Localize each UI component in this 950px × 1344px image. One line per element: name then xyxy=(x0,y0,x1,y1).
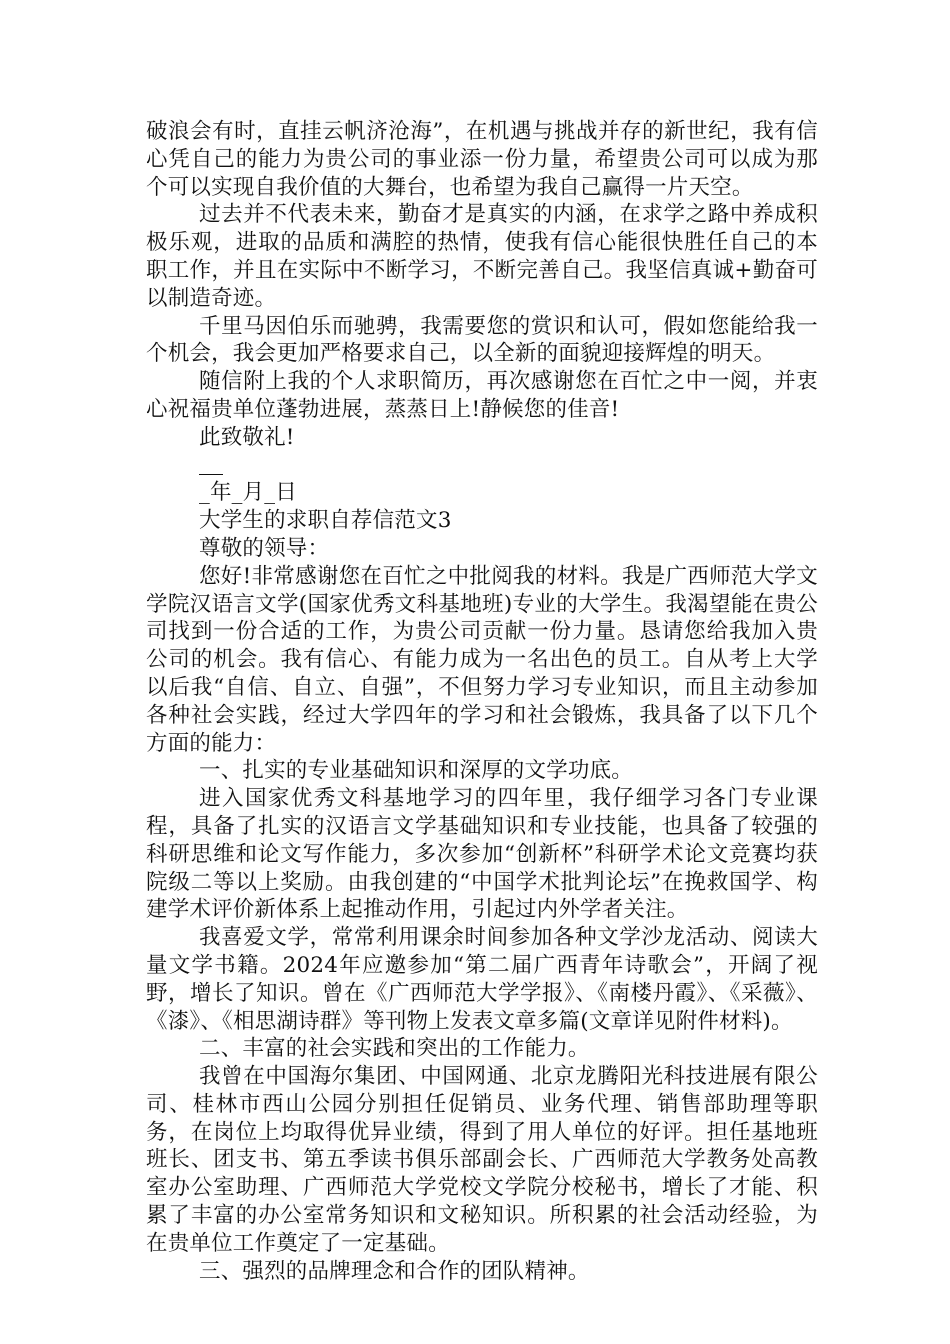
greeting: 尊敬的领导： xyxy=(199,535,330,561)
paragraph-literature: 我喜爱文学，常常利用课余时间参加各种文学沙龙活动、阅读大量文学书籍。2024年应邀参加“第二届广西青年诗歌会”，开阔了视野，增长了知识。曾在《广西师范大学学报》、《南楼丹霞》、《采薇》、《漆》、《相思湖诗群》等刊物上发表文章多篇(文章详见附件材料)。 xyxy=(146,925,818,1034)
paragraph-practice: 我曾在中国海尔集团、中国网通、北京龙腾阳光科技进展有限公司、桂林市西山公园分别担任促销员、业务代理、销售部助理等职务，在岗位上均取得优异业绩，得到了用人单位的好评。担任基地班班长、团支书、第五季读书俱乐部副会长、广西师范大学教务处高教室办公室助理、广西师范大学党校文学院分校秘书，增长了才能、积累了丰富的办公室常务知识和文秘知识。所积累的社会活动经验，为在贵单位工作奠定了一定基础。 xyxy=(146,1064,818,1256)
signature-underline xyxy=(199,474,223,475)
signature-blank xyxy=(146,452,818,480)
paragraph-resume-attached: 随信附上我的个人求职简历，再次感谢您在百忙之中一阅，并衷心祝福贵单位蓬勃进展，蒸蒸日上!静候您的佳音! xyxy=(146,369,818,422)
paragraph-introduction: 您好!非常感谢您在百忙之中批阅我的材料。我是广西师范大学文学院汉语言文学(国家优秀文科基地班)专业的大学生。我渴望能在贵公司找到一份合适的工作，为贵公司贡献一份力量。恳请您给我加入贵公司的机会。我有信心、有能力成为一名出色的员工。自从考上大学以后我“自信、自立、自强”，不但努力学习专业知识，而且主动参加各种社会实践，经过大学四年的学习和社会锻炼，我具备了以下几个方面的能力： xyxy=(146,563,818,756)
paragraph-opportunity: 千里马因伯乐而驰骋，我需要您的赏识和认可，假如您能给我一个机会，我会更加严格要求自己，以全新的面貌迎接辉煌的明天。 xyxy=(146,313,818,367)
document-page xyxy=(146,118,818,1285)
paragraph-diligence: 过去并不代表未来，勤奋才是真实的内涵，在求学之路中养成积极乐观，进取的品质和满腔的热情，使我有信心能很快胜任自己的本职工作，并且在实际中不断学习，不断完善自己。我坚信真诚+勤奋可以制造奇迹。 xyxy=(146,202,818,311)
heading-ability-3: 三、强烈的品牌理念和合作的团队精神。 xyxy=(199,1258,590,1284)
date-line: _年_月_日 xyxy=(199,480,297,506)
salutation-closing: 此致敬礼! xyxy=(199,424,295,450)
paragraph-closing-metaphor: 破浪会有时，直挂云帆济沧海”，在机遇与挑战并存的新世纪，我有信心凭自己的能力为贵公司的事业添一份力量，希望贵公司可以成为那个可以实现自我价值的大舞台，也希望为我自己赢得一片天空。 xyxy=(146,119,818,200)
section-title: 大学生的求职自荐信范文3 xyxy=(199,508,452,534)
heading-ability-1: 一、扎实的专业基础知识和深厚的文学功底。 xyxy=(199,758,634,784)
heading-ability-2: 二、丰富的社会实践和突出的工作能力。 xyxy=(199,1036,590,1062)
paragraph-academic: 进入国家优秀文科基地学习的四年里，我仔细学习各门专业课程，具备了扎实的汉语言文学基础知识和专业技能，也具备了较强的科研思维和论文写作能力，多次参加“创新杯”科研学术论文竞赛均获院级二等以上奖励。由我创建的“中国学术批判论坛”在挽救国学、构建学术评价新体系上起推动作用，引起过内外学者关注。 xyxy=(146,786,818,923)
